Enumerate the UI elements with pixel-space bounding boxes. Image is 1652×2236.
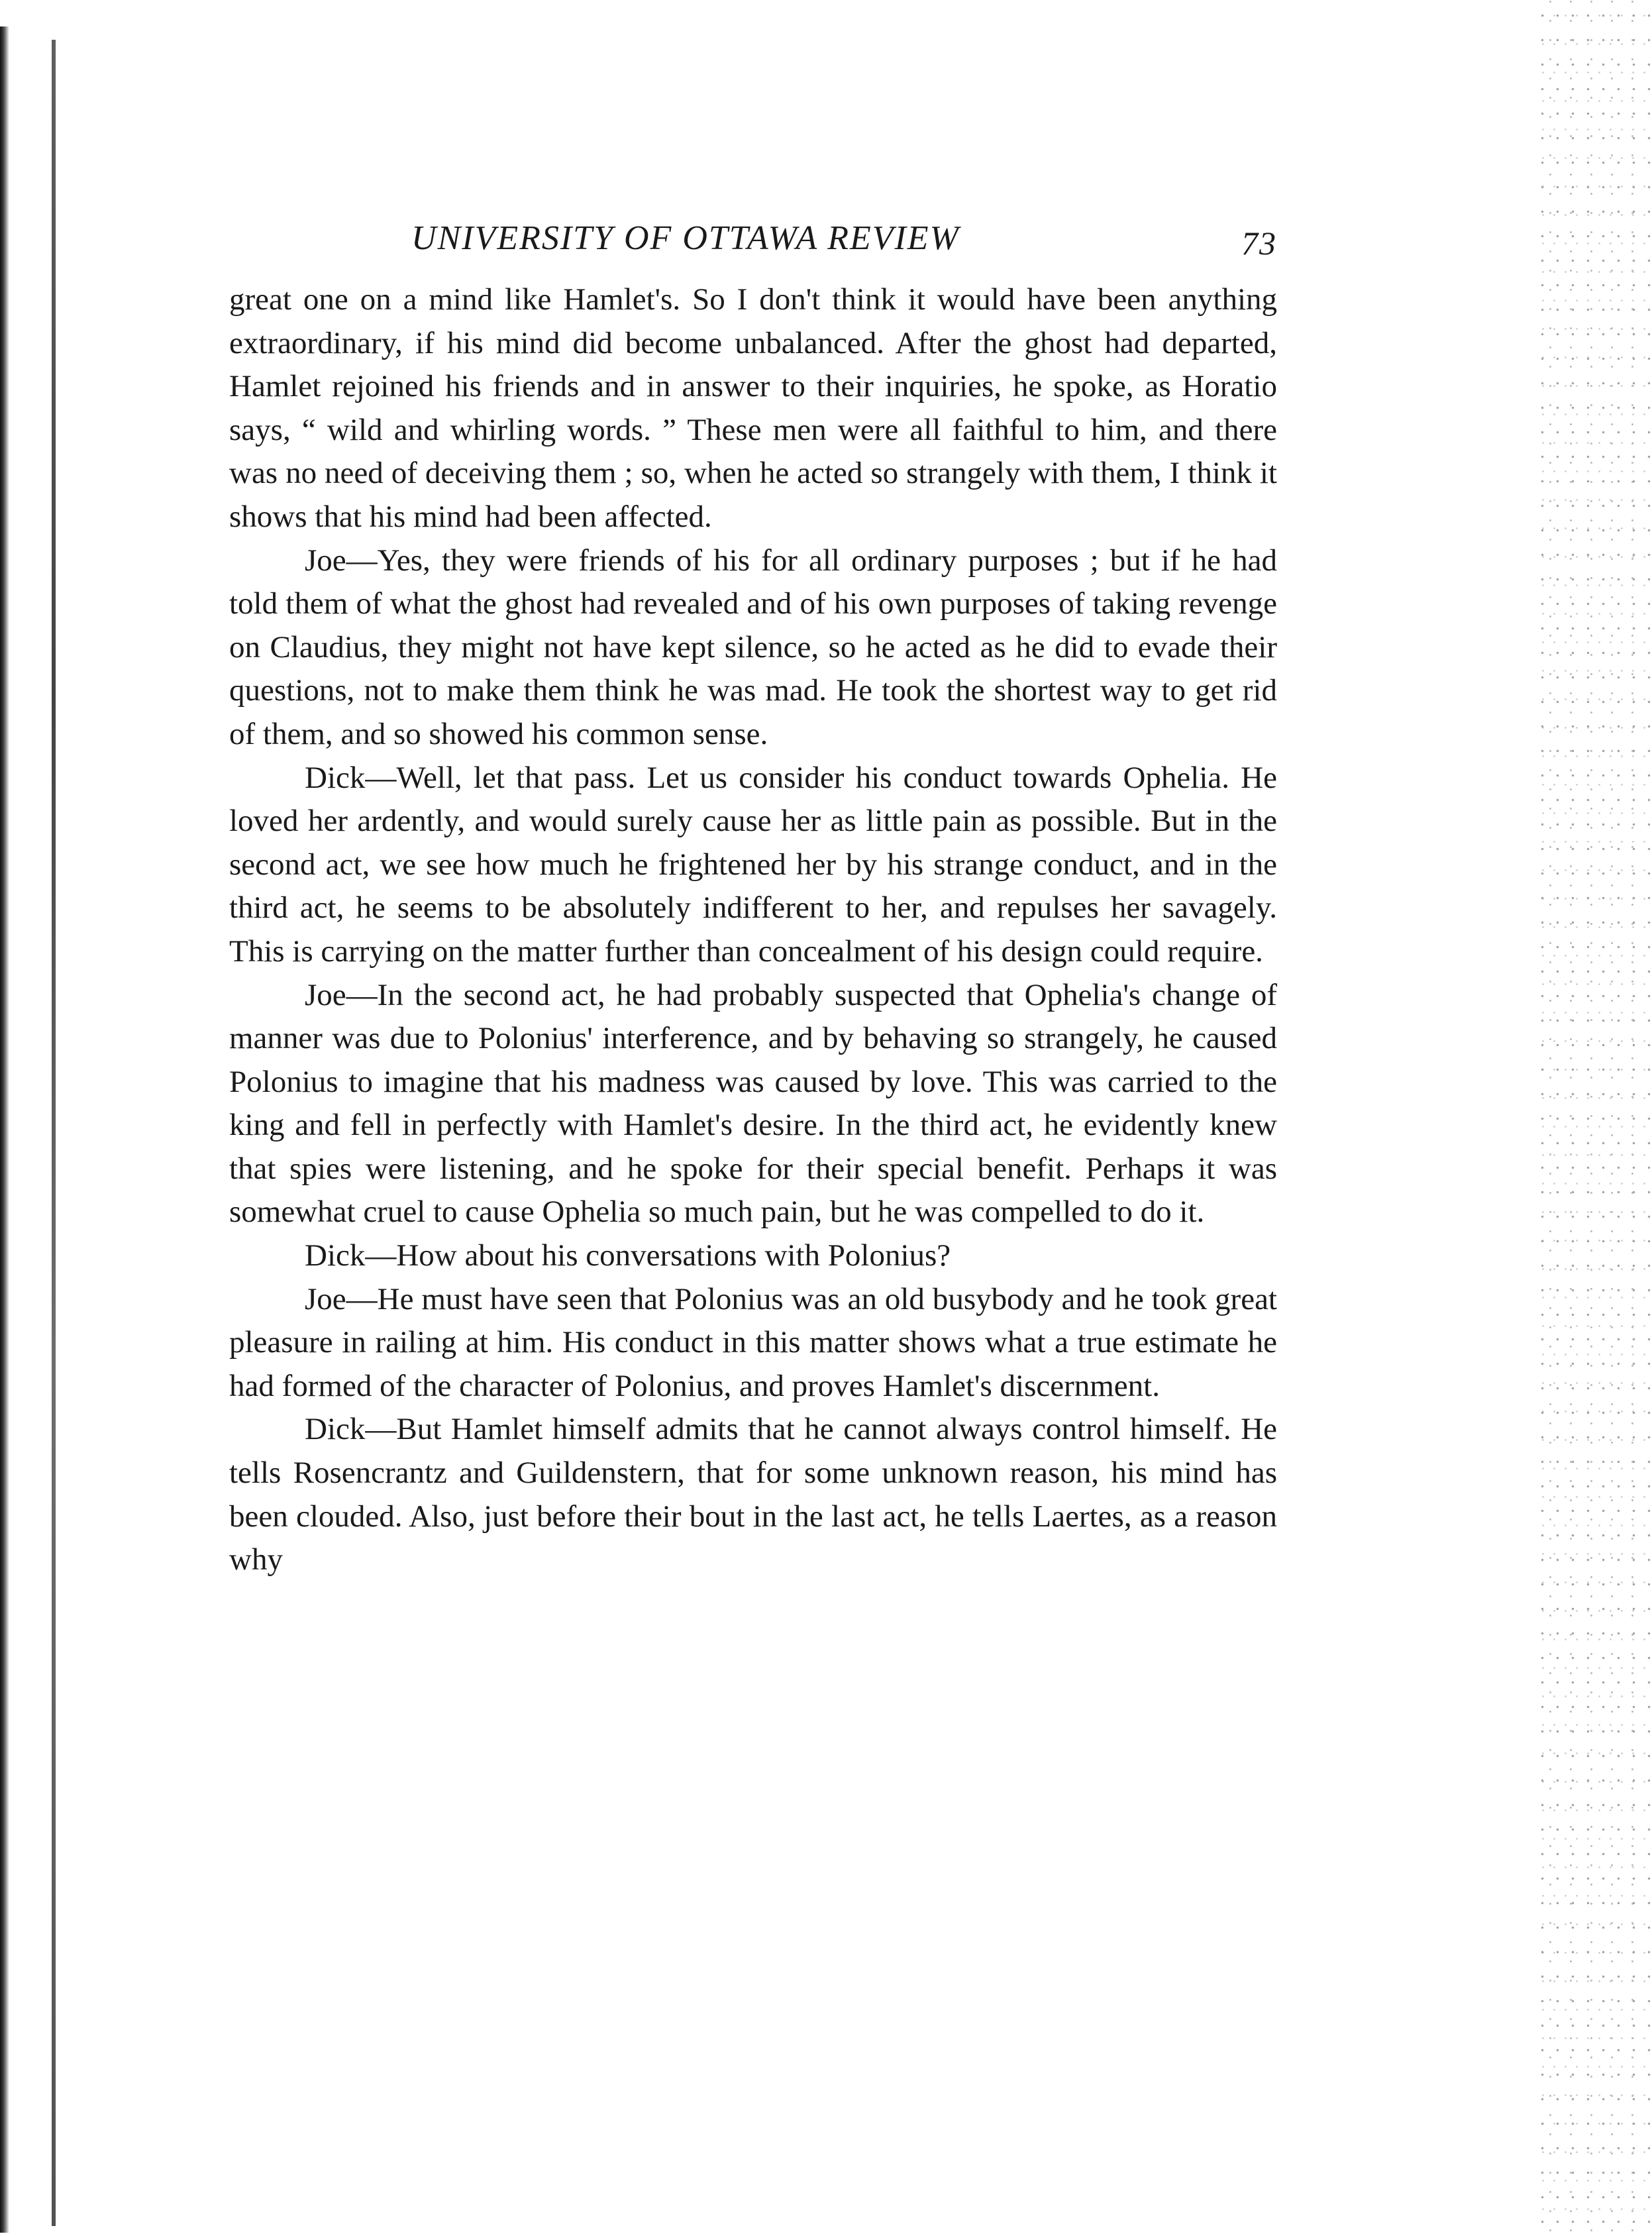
paragraph-joe-3: Joe—He must have seen that Polonius was an old busybody and he took great pleasure in railing at him. His conduct in this matter shows what a true estimate he had formed of the character of Polonius, and proves Hamlet's discernment. bbox=[229, 1281, 1277, 1403]
running-header bbox=[229, 205, 1277, 278]
paragraph-joe-2: Joe—In the second act, he had probably suspected that Ophelia's change of manner was due to Polonius' interference, and by behaving so strangely, he caused Polonius to imagine that his madness was caused by love. This was carried to the king and fell in perfectly with Hamlet's desire. In the third act, he evidently knew that spies were listening, and he spoke for their special benefit. Perhaps it was somewhat cruel to cause Ophelia so much pain, but he was compelled to do it. bbox=[229, 977, 1277, 1230]
binding-shadow bbox=[52, 40, 56, 2226]
paragraph-dick-1: Dick—Well, let that pass. Let us consider his conduct towards Ophelia. He loved her ardently, and would surely cause her as little pain as possible. But in the second act, we see how much he frightened her by his strange conduct, and in the third act, he seems to be absolutely indifferent to her, and repulses her savagely. This is carrying on the matter further than concealment of his design could require. bbox=[229, 760, 1277, 969]
page-number: 73 bbox=[1241, 225, 1277, 262]
binding-edge bbox=[0, 27, 9, 2233]
paragraph-dick-3: Dick—But Hamlet himself admits that he cannot always control himself. He tells Rosencrantz and Guildenstern, that for some unknown reason, his mind has been clouded. Also, just before their bout in the last act, he tells Laertes, as a reason why bbox=[229, 1412, 1277, 1577]
page-edge-speckle bbox=[1533, 0, 1652, 2236]
paragraph-continued: great one on a mind like Hamlet's. So I don't think it would have been anything extraordinary, if his mind did become unbalanced. After the ghost had departed, Hamlet rejoined his friends and in answer to their inquiries, he spoke, as Horatio says, “ wild and whirling words. ” These men were all faithful to him, and there was no need of deceiving them ; so, when he acted so strangely with them, I think it shows that his mind had been affected. bbox=[229, 282, 1277, 534]
paragraph-joe-1: Joe—Yes, they were friends of his for all ordinary purposes ; but if he had told them of what the ghost had revealed and of his own purposes of taking revenge on Claudius, they might not have kept silence, so he acted as he did to evade their questions, not to make them think he was mad. He took the shortest way to get rid of them, and so showed his common sense. bbox=[229, 543, 1277, 751]
journal-title: UNIVERSITY OF OTTAWA REVIEW bbox=[411, 219, 960, 257]
page bbox=[229, 205, 1277, 1582]
page-body bbox=[229, 278, 1277, 1582]
paragraph-dick-2: Dick—How about his conversations with Polonius? bbox=[305, 1238, 951, 1273]
